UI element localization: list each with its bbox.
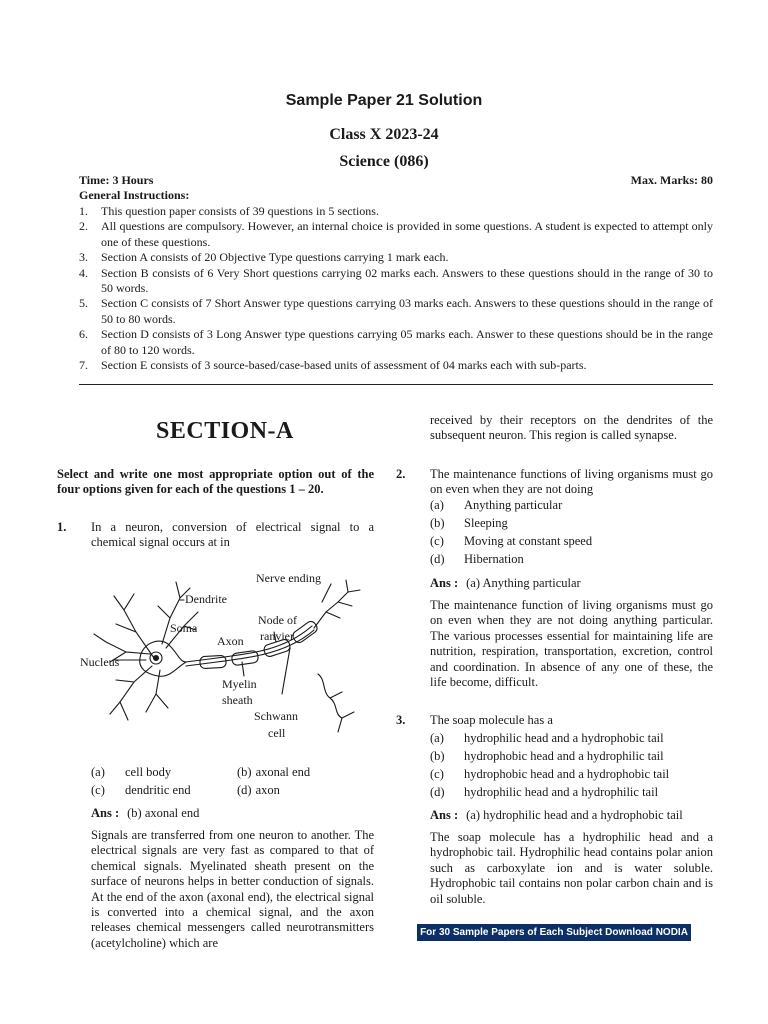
label-axon: Axon xyxy=(217,634,244,648)
section-title: SECTION-A xyxy=(156,418,294,444)
option-label: (b) xyxy=(430,749,445,763)
instruction-number: 2. xyxy=(79,219,88,234)
q2-explanation: The maintenance function of living organisms must go on even when they are not doing anything particular. The various processes essential for maintaining life are nutrition, respiration, transportation, excretion, control and coordination. In absence of any one of these, the life become, difficult. xyxy=(430,598,713,690)
neuron-diagram xyxy=(76,562,376,758)
q1-explanation: Signals are transferred from one neuron to another. The electrical signals are very fast as compared to that of chemical signals. Myelinated sheath present on the surface of neurons helps in better conduction of signals. At the end of the axon (axonal end), the electrical signal is converted into a chemical signal, and the axon releases chemical messengers called neurotransmitters (acetylcholine) which are xyxy=(91,828,374,950)
subject-line: Science (086) xyxy=(339,153,429,170)
label-schwann-line2: cell xyxy=(268,726,286,740)
instruction-text: Section C consists of 7 Short Answer type questions carrying 03 marks each. Answers to these questions should in the range of 50 to 80 words. xyxy=(101,296,713,326)
max-marks-label: Max. Marks: 80 xyxy=(630,173,713,187)
adjacent-dendrite xyxy=(318,674,354,732)
option-text: Hibernation xyxy=(464,552,524,566)
instruction-item xyxy=(79,358,713,373)
option-text: hydrophilic head and a hydrophobic tail xyxy=(464,731,664,745)
option-label: (c) xyxy=(91,783,105,797)
option-label: (c) xyxy=(430,767,444,781)
q2-answer xyxy=(430,576,581,591)
instruction-item xyxy=(79,266,713,297)
instruction-item xyxy=(79,250,713,265)
instruction-text: Section D consists of 3 Long Answer type questions carrying 05 marks each. Answer to these questions should be in the range of 80 to 120 words. xyxy=(101,327,713,357)
section-instruction: Select and write one most appropriate option out of the four options given for each of the questions 1 – 20. xyxy=(57,467,374,497)
instruction-text: Section E consists of 3 source-based/case-based units of assessment of 04 marks each with sub-parts. xyxy=(101,358,587,373)
nucleolus-shape xyxy=(154,656,159,661)
label-node-line2: ranvier xyxy=(260,629,294,643)
option-label: (d) xyxy=(237,783,252,797)
option-text: Anything particular xyxy=(464,498,563,512)
q1-option-a xyxy=(91,763,231,781)
option-label: (b) xyxy=(237,765,252,779)
option-text: hydrophobic head and a hydrophilic tail xyxy=(464,749,664,763)
label-myelin-line2: sheath xyxy=(222,693,253,707)
q1-option-b xyxy=(237,763,377,781)
label-nucleus: Nucleus xyxy=(80,655,120,669)
q3-question: The soap molecule has a xyxy=(430,713,553,727)
instruction-text: All questions are compulsory. However, an internal choice is provided in some questions. A student is expected to attempt only one of these questions. xyxy=(101,219,713,249)
instruction-number: 7. xyxy=(79,358,88,373)
q3-option-a xyxy=(430,729,720,747)
q1-question: In a neuron, conversion of electrical signal to a chemical signal occurs at in xyxy=(91,520,374,550)
instruction-item xyxy=(79,327,713,358)
general-instructions-heading: General Instructions: xyxy=(79,188,190,202)
q2-option-b xyxy=(430,514,713,532)
answer-label: Ans : xyxy=(430,576,459,590)
q1-option-c xyxy=(91,781,231,799)
axon-line xyxy=(186,630,314,666)
option-label: (a) xyxy=(91,765,105,779)
q2-option-d xyxy=(430,550,713,568)
q3-number: 3. xyxy=(396,713,406,727)
axon-terminal xyxy=(314,580,360,628)
label-soma: Soma xyxy=(170,621,198,635)
q3-option-b xyxy=(430,747,720,765)
q3-explanation: The soap molecule has a hydrophilic head and a hydrophobic tail. Hydrophilic head contains polar anion such as carboxylate ion and is water soluble. Hydrophobic tail contains non polar carbon chain and is oil soluble. xyxy=(430,830,713,906)
option-text: hydrophobic head and a hydrophobic tail xyxy=(464,767,670,781)
q2-options xyxy=(430,496,713,568)
option-label: (a) xyxy=(430,731,444,745)
answer-text: (b) axonal end xyxy=(127,806,200,820)
instruction-item xyxy=(79,219,713,250)
option-text: axonal end xyxy=(255,765,311,779)
q1-option-d xyxy=(237,781,377,799)
q2-option-a xyxy=(430,496,713,514)
q3-answer xyxy=(430,808,683,823)
answer-label: Ans : xyxy=(430,808,459,822)
label-myelin-line1: Myelin xyxy=(222,677,257,691)
q2-option-c xyxy=(430,532,713,550)
answer-text: (a) Anything particular xyxy=(466,576,581,590)
q3-option-c xyxy=(430,765,720,783)
q1-answer xyxy=(91,806,199,821)
option-text: Sleeping xyxy=(464,516,508,530)
schwann-leader xyxy=(282,648,290,694)
instruction-number: 1. xyxy=(79,204,88,218)
header-divider xyxy=(79,384,713,385)
option-text: Moving at constant speed xyxy=(464,534,593,548)
download-app-banner[interactable]: For 30 Sample Papers of Each Subject Download NODIA App xyxy=(417,924,691,941)
label-dendrite: Dendrite xyxy=(185,592,227,606)
option-label: (d) xyxy=(430,785,445,799)
instruction-text: Section B consists of 6 Very Short questions carrying 02 marks each. Answers to these questions should in the range of 30 to 50 words. xyxy=(101,265,713,296)
paper-title: Sample Paper 21 Solution xyxy=(285,92,483,109)
instruction-item xyxy=(79,204,713,219)
answer-label: Ans : xyxy=(91,806,120,820)
q2-question: The maintenance functions of living organisms must go on even when they are not doing xyxy=(430,467,713,497)
instruction-item xyxy=(79,296,713,327)
q3-option-d xyxy=(430,783,720,801)
q1-explanation-continued: received by their receptors on the dendrites of the subsequent neuron. This region is called synapse. xyxy=(430,413,713,443)
label-schwann-line1: Schwann xyxy=(254,709,298,723)
q2-number: 2. xyxy=(396,467,406,481)
q1-number: 1. xyxy=(57,520,67,534)
time-label: Time: 3 Hours xyxy=(79,173,154,187)
option-label: (a) xyxy=(430,498,444,512)
instruction-number: 4. xyxy=(79,265,88,280)
instruction-number: 6. xyxy=(79,327,88,342)
instruction-number: 5. xyxy=(79,296,88,311)
label-nerve-ending: Nerve ending xyxy=(256,571,321,585)
option-label: (d) xyxy=(430,552,445,566)
option-text: dendritic end xyxy=(125,783,191,797)
answer-text: (a) hydrophilic head and a hydrophobic tail xyxy=(466,808,683,822)
instruction-text: Section A consists of 20 Objective Type questions carrying 1 mark each. xyxy=(101,250,449,265)
label-node-line1: Node of xyxy=(258,613,297,627)
instruction-number: 3. xyxy=(79,250,88,265)
option-label: (c) xyxy=(430,534,444,548)
option-text: hydrophilic head and a hydrophilic tail xyxy=(464,785,659,799)
q3-options xyxy=(430,729,720,801)
nerve-ending-leader xyxy=(322,584,331,602)
option-label: (b) xyxy=(430,516,445,530)
option-text: axon xyxy=(255,783,280,797)
class-line: Class X 2023-24 xyxy=(329,126,439,143)
option-text: cell body xyxy=(125,765,172,779)
instruction-text: This question paper consists of 39 questions in 5 sections. xyxy=(101,204,379,218)
instructions-list xyxy=(79,204,713,373)
